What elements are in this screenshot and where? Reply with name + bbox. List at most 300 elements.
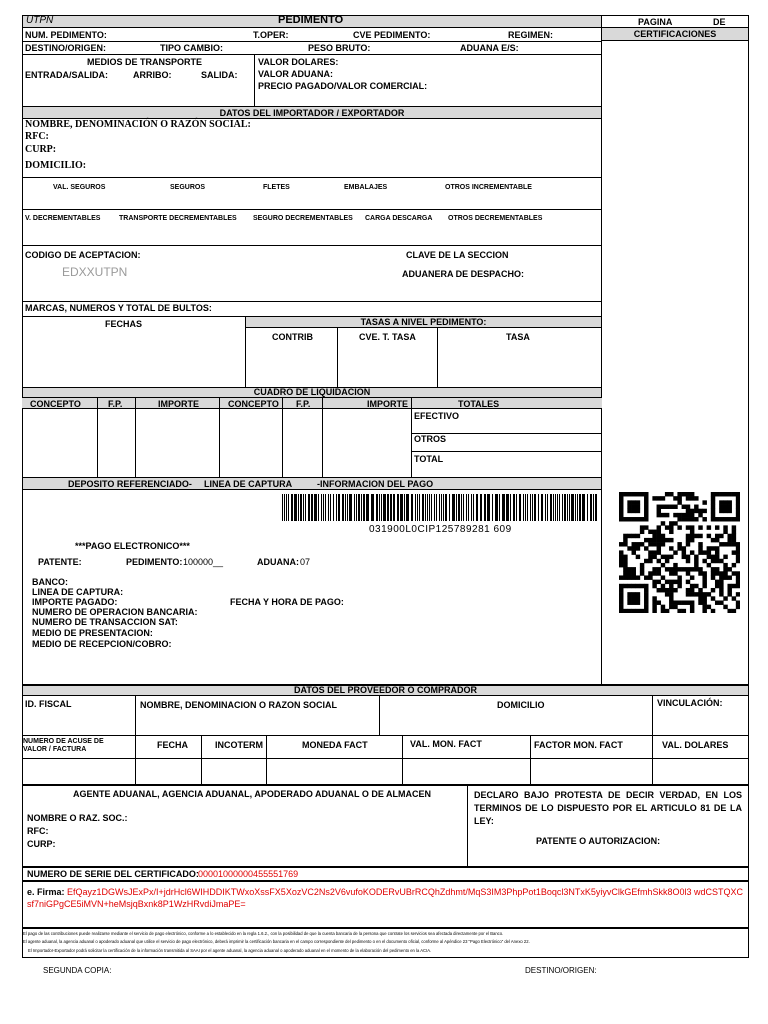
qr-module xyxy=(669,538,673,542)
val-dolares-label: VAL. DOLARES xyxy=(662,740,729,750)
barcode-bar xyxy=(366,494,369,521)
qr-module xyxy=(632,509,636,513)
qr-module xyxy=(657,509,661,513)
qr-module xyxy=(690,567,694,571)
qr-module xyxy=(732,571,736,575)
qr-module xyxy=(636,596,640,600)
qr-module xyxy=(627,546,631,550)
decrementable-otros: OTROS DECREMENTABLES xyxy=(448,215,543,222)
qr-module xyxy=(619,584,623,588)
pago-pedimento-label: PEDIMENTO: xyxy=(126,557,183,567)
qr-module xyxy=(690,588,694,592)
fecha-hora-pago-label: FECHA Y HORA DE PAGO: xyxy=(230,597,344,607)
qr-module xyxy=(669,525,673,529)
qr-module xyxy=(682,567,686,571)
barcode-bar xyxy=(458,494,460,521)
qr-module xyxy=(677,525,681,529)
qr-module xyxy=(657,600,661,604)
qr-module xyxy=(623,571,627,575)
qr-module xyxy=(657,546,661,550)
qr-module xyxy=(644,588,648,592)
barcode-bar xyxy=(419,494,420,521)
qr-module xyxy=(644,609,648,613)
qr-module xyxy=(652,584,656,588)
qr-module xyxy=(623,584,627,588)
qr-module xyxy=(652,567,656,571)
qr-module xyxy=(640,492,644,496)
qr-module xyxy=(727,505,731,509)
qr-module xyxy=(694,534,698,538)
qr-module xyxy=(623,559,627,563)
qr-module xyxy=(711,509,715,513)
qr-module xyxy=(715,584,719,588)
entrada-salida-label: ENTRADA/SALIDA: xyxy=(25,70,108,80)
qr-module xyxy=(736,505,740,509)
regimen-label: REGIMEN: xyxy=(508,30,553,40)
qr-module xyxy=(673,521,677,525)
qr-module xyxy=(707,534,711,538)
codigo-aceptacion-value: EDXXUTPN xyxy=(62,265,128,279)
qr-module xyxy=(623,609,627,613)
qr-module xyxy=(702,517,706,521)
qr-module xyxy=(636,542,640,546)
firma-label: e. Firma: xyxy=(27,887,65,897)
page-title: PEDIMENTO xyxy=(278,14,344,26)
qr-module xyxy=(690,530,694,534)
linea-captura-label: LINEA DE CAPTURA: xyxy=(32,587,124,597)
barcode-bar xyxy=(358,494,360,521)
qr-module xyxy=(698,567,702,571)
qr-module xyxy=(707,563,711,567)
qr-module xyxy=(727,584,731,588)
qr-module xyxy=(719,559,723,563)
qr-module xyxy=(686,567,690,571)
qr-module xyxy=(632,609,636,613)
qr-module xyxy=(736,509,740,513)
liq-fp-1: F.P. xyxy=(108,399,123,409)
qr-module xyxy=(707,592,711,596)
barcode-bar xyxy=(415,494,416,521)
qr-module xyxy=(727,517,731,521)
qr-module xyxy=(702,580,706,584)
qr-module xyxy=(665,588,669,592)
qr-module xyxy=(648,575,652,579)
qr-module xyxy=(727,588,731,592)
legal-line-2: El agente aduanal, la agencia aduanal o apoderado aduanal que utilice el servicio de pago electrónico, deberá imprimir la certificación bancaria en el campo correspondiente del pedimento o en el documento oficial, conforme al Apéndice 23 "Pago Electrónico" del Anexo 22. xyxy=(23,939,530,944)
qr-module xyxy=(661,609,665,613)
barcode-bar xyxy=(466,494,467,521)
qr-module xyxy=(723,517,727,521)
barcode-bar xyxy=(411,494,413,521)
barcode-bar xyxy=(347,494,348,521)
qr-module xyxy=(619,513,623,517)
qr-module xyxy=(690,538,694,542)
qr-module xyxy=(732,542,736,546)
qr-module xyxy=(711,567,715,571)
qr-module xyxy=(627,509,631,513)
qr-module xyxy=(661,505,665,509)
pago-header-info: -INFORMACION DEL PAGO xyxy=(317,479,434,489)
qr-module xyxy=(632,550,636,554)
liq-fp-2: F.P. xyxy=(296,399,311,409)
barcode-bar xyxy=(441,494,442,521)
qr-module xyxy=(715,555,719,559)
importe-pagado-label: IMPORTE PAGADO: xyxy=(32,597,118,607)
num-pedimento-label: NUM. PEDIMENTO: xyxy=(25,30,107,40)
qr-module xyxy=(627,571,631,575)
qr-module xyxy=(619,592,623,596)
qr-module xyxy=(694,517,698,521)
qr-module xyxy=(648,542,652,546)
qr-module xyxy=(636,517,640,521)
qr-module xyxy=(719,492,723,496)
qr-module xyxy=(644,605,648,609)
vinculacion-label: VINCULACIÓN: xyxy=(657,698,723,708)
qr-module xyxy=(636,584,640,588)
qr-module xyxy=(732,534,736,538)
qr-module xyxy=(644,513,648,517)
qr-module xyxy=(644,559,648,563)
barcode-bar xyxy=(595,494,597,521)
qr-module xyxy=(632,567,636,571)
qr-module xyxy=(636,509,640,513)
qr-module xyxy=(636,534,640,538)
qr-module xyxy=(619,509,623,513)
barcode-bar xyxy=(579,494,581,521)
barcode-bar xyxy=(564,494,566,521)
qr-module xyxy=(669,492,673,496)
qr-module xyxy=(669,584,673,588)
proveedor-section-header: DATOS DEL PROVEEDOR O COMPRADOR xyxy=(22,685,749,696)
qr-module xyxy=(623,575,627,579)
qr-module xyxy=(686,513,690,517)
qr-module xyxy=(619,492,623,496)
qr-module xyxy=(723,505,727,509)
qr-module xyxy=(657,588,661,592)
qr-module xyxy=(694,563,698,567)
barcode-bar xyxy=(318,494,319,521)
barcode-bar xyxy=(541,494,543,521)
barcode-bar xyxy=(323,494,324,521)
barcode-bar xyxy=(429,494,430,521)
qr-module xyxy=(702,509,706,513)
qr-module xyxy=(715,559,719,563)
barcode-bar xyxy=(449,494,450,521)
qr-module xyxy=(715,567,719,571)
barcode-bar xyxy=(363,494,365,521)
marcas-label: MARCAS, NUMEROS Y TOTAL DE BULTOS: xyxy=(25,303,212,313)
qr-module xyxy=(711,571,715,575)
barcode-bar xyxy=(400,494,403,521)
barcode-bar xyxy=(303,494,304,521)
barcode-bar xyxy=(569,494,570,521)
qr-module xyxy=(736,496,740,500)
barcode-bar xyxy=(314,494,317,521)
qr-module xyxy=(619,500,623,504)
qr-module xyxy=(727,492,731,496)
qr-module xyxy=(632,592,636,596)
qr-module xyxy=(690,492,694,496)
qr-module xyxy=(661,496,665,500)
qr-module xyxy=(673,563,677,567)
qr-module xyxy=(661,605,665,609)
qr-module xyxy=(665,555,669,559)
medio-presentacion-label: MEDIO DE PRESENTACION: xyxy=(32,628,153,638)
qr-module xyxy=(686,571,690,575)
qr-module xyxy=(657,538,661,542)
qr-module xyxy=(627,609,631,613)
proveedor-nombre-label: NOMBRE, DENOMINACION O RAZON SOCIAL xyxy=(140,700,337,710)
tipo-cambio-label: TIPO CAMBIO: xyxy=(160,43,223,53)
qr-module xyxy=(723,605,727,609)
qr-module xyxy=(636,505,640,509)
qr-module xyxy=(623,534,627,538)
de-label: DE xyxy=(713,17,726,27)
barcode-bar xyxy=(342,494,344,521)
qr-module xyxy=(636,592,640,596)
qr-module xyxy=(619,555,623,559)
qr-module xyxy=(736,592,740,596)
barcode-bar xyxy=(436,494,437,521)
qr-module xyxy=(665,538,669,542)
barcode-bar xyxy=(298,494,299,521)
barcode-bar xyxy=(288,494,289,521)
qr-module xyxy=(657,542,661,546)
qr-module xyxy=(702,584,706,588)
proveedor-domicilio-label: DOMICILIO xyxy=(497,700,545,710)
qr-module xyxy=(673,580,677,584)
barcode-bar xyxy=(425,494,426,521)
barcode-bar xyxy=(550,494,552,521)
liq-concepto-1: CONCEPTO xyxy=(30,399,81,409)
qr-module xyxy=(619,550,623,554)
barcode-bar xyxy=(502,494,505,521)
qr-module xyxy=(627,596,631,600)
transaccion-sat-label: NUMERO DE TRANSACCION SAT: xyxy=(32,617,178,627)
qr-module xyxy=(698,588,702,592)
barcode-bar xyxy=(510,494,511,521)
barcode-number: 031900L0CIP125789281 609 xyxy=(369,524,512,535)
qr-module xyxy=(652,550,656,554)
segunda-copia-label: SEGUNDA COPIA: xyxy=(43,966,112,975)
qr-module xyxy=(677,517,681,521)
clave-seccion-label: CLAVE DE LA SECCION xyxy=(406,250,509,260)
qr-module xyxy=(719,505,723,509)
precio-pagado-label: PRECIO PAGADO/VALOR COMERCIAL: xyxy=(258,81,428,91)
efectivo-label: EFECTIVO xyxy=(414,411,460,421)
qr-module xyxy=(715,517,719,521)
aduana-es-label: ADUANA E/S: xyxy=(460,43,519,53)
qr-module xyxy=(698,525,702,529)
barcode-bar xyxy=(452,494,455,521)
qr-module xyxy=(715,600,719,604)
certificado-value: 00001000000455551769 xyxy=(198,869,299,879)
qr-module xyxy=(632,571,636,575)
qr-module xyxy=(652,534,656,538)
qr-module xyxy=(677,500,681,504)
qr-module xyxy=(690,534,694,538)
qr-module xyxy=(719,517,723,521)
peso-bruto-label: PESO BRUTO: xyxy=(308,43,371,53)
qr-module xyxy=(619,563,623,567)
qr-module xyxy=(623,538,627,542)
qr-module xyxy=(736,513,740,517)
qr-module xyxy=(669,571,673,575)
qr-module xyxy=(719,575,723,579)
qr-module xyxy=(690,605,694,609)
qr-module xyxy=(673,605,677,609)
qr-module xyxy=(686,542,690,546)
qr-module xyxy=(657,505,661,509)
barcode-bar xyxy=(282,494,283,521)
qr-module xyxy=(661,563,665,567)
cve-pedimento-label: CVE PEDIMENTO: xyxy=(353,30,431,40)
qr-module xyxy=(644,505,648,509)
qr-module xyxy=(627,492,631,496)
barcode-bar xyxy=(487,494,490,521)
qr-module xyxy=(661,575,665,579)
qr-module xyxy=(686,588,690,592)
qr-module xyxy=(677,580,681,584)
qr-module xyxy=(732,550,736,554)
qr-module xyxy=(698,600,702,604)
qr-module xyxy=(669,596,673,600)
qr-module xyxy=(644,500,648,504)
qr-module xyxy=(677,600,681,604)
qr-module xyxy=(673,505,677,509)
qr-module xyxy=(632,492,636,496)
qr-module xyxy=(682,546,686,550)
qr-module xyxy=(673,513,677,517)
qr-module xyxy=(711,555,715,559)
declaro-text: DECLARO BAJO PROTESTA DE DECIR VERDAD, EN LOS TERMINOS DE LO DISPUESTO POR EL ARTICULO 81 DE LA LEY: xyxy=(474,790,742,826)
qr-module xyxy=(673,496,677,500)
barcode-bar xyxy=(575,494,576,521)
t-oper-label: T.OPER: xyxy=(253,30,289,40)
barcode-bar xyxy=(422,494,424,521)
qr-module xyxy=(669,567,673,571)
barcode-bar xyxy=(349,494,352,521)
qr-module xyxy=(698,546,702,550)
importador-rfc-label: RFC: xyxy=(25,131,49,142)
qr-module xyxy=(732,525,736,529)
qr-module xyxy=(652,605,656,609)
qr-module xyxy=(682,609,686,613)
qr-module xyxy=(619,588,623,592)
qr-module xyxy=(686,517,690,521)
qr-module xyxy=(632,575,636,579)
qr-module xyxy=(719,588,723,592)
qr-module xyxy=(652,596,656,600)
legal-line-3: El Importador-Exportador podrá solicitar la certificación de la información transmitida al SAAI por el agente aduanal, la agencia aduanal o apoderado aduanal en el momento de la elaboración del pedimento en la ACIA. xyxy=(28,948,432,953)
qr-module xyxy=(694,559,698,563)
qr-module xyxy=(686,492,690,496)
qr-module xyxy=(698,542,702,546)
qr-module xyxy=(644,492,648,496)
qr-module xyxy=(632,500,636,504)
qr-module xyxy=(644,600,648,604)
qr-module xyxy=(719,534,723,538)
qr-module xyxy=(694,505,698,509)
qr-module xyxy=(665,525,669,529)
barcode-bar xyxy=(476,494,478,521)
qr-module xyxy=(723,563,727,567)
qr-module xyxy=(711,492,715,496)
qr-module xyxy=(623,542,627,546)
patente-autorizacion-label: PATENTE O AUTORIZACION: xyxy=(536,836,661,846)
qr-module xyxy=(702,500,706,504)
barcode-bar xyxy=(480,494,482,521)
qr-module xyxy=(690,592,694,596)
valor-aduana-label: VALOR ADUANA: xyxy=(258,69,333,79)
barcode-bar xyxy=(381,494,382,521)
qr-module xyxy=(707,605,711,609)
barcode-bar xyxy=(519,494,521,521)
qr-module xyxy=(665,609,669,613)
liq-importe-2: IMPORTE xyxy=(367,399,409,409)
qr-module xyxy=(648,530,652,534)
incrementable-fletes: FLETES xyxy=(263,184,290,191)
qr-module xyxy=(652,571,656,575)
qr-module xyxy=(727,500,731,504)
qr-module xyxy=(657,530,661,534)
qr-module xyxy=(690,513,694,517)
qr-module xyxy=(677,496,681,500)
barcode-bar xyxy=(553,494,554,521)
destino-origen-label: DESTINO/ORIGEN: xyxy=(25,43,107,53)
qr-module xyxy=(719,509,723,513)
barcode-bar xyxy=(530,494,531,521)
qr-module xyxy=(627,534,631,538)
operacion-bancaria-label: NUMERO DE OPERACION BANCARIA: xyxy=(32,607,198,617)
qr-module xyxy=(694,567,698,571)
barcode-bar xyxy=(371,494,374,521)
qr-module xyxy=(677,567,681,571)
incrementable-embalajes: EMBALAJES xyxy=(344,184,388,191)
qr-module xyxy=(627,505,631,509)
qr-module xyxy=(669,580,673,584)
qr-module xyxy=(661,534,665,538)
barcode-bar xyxy=(439,494,440,521)
qr-module xyxy=(673,571,677,575)
qr-module xyxy=(623,517,627,521)
qr-module xyxy=(669,505,673,509)
qr-module xyxy=(711,538,715,542)
qr-module xyxy=(652,555,656,559)
qr-module xyxy=(636,492,640,496)
qr-module xyxy=(727,609,731,613)
barcode-bar xyxy=(545,494,546,521)
qr-module xyxy=(657,513,661,517)
qr-module xyxy=(665,580,669,584)
barcode-bar xyxy=(321,494,322,521)
qr-module xyxy=(648,559,652,563)
qr-module xyxy=(736,575,740,579)
qr-module xyxy=(644,592,648,596)
qr-module xyxy=(732,530,736,534)
qr-module xyxy=(627,600,631,604)
barcode-bar xyxy=(333,494,334,521)
qr-module xyxy=(648,538,652,542)
qr-module xyxy=(623,563,627,567)
qr-module xyxy=(690,550,694,554)
barcode-bar xyxy=(305,494,306,521)
qr-module xyxy=(690,600,694,604)
barcode-bar xyxy=(547,494,548,521)
barcode-bar xyxy=(593,494,594,521)
barcode-bar xyxy=(300,494,302,521)
qr-module xyxy=(736,571,740,575)
